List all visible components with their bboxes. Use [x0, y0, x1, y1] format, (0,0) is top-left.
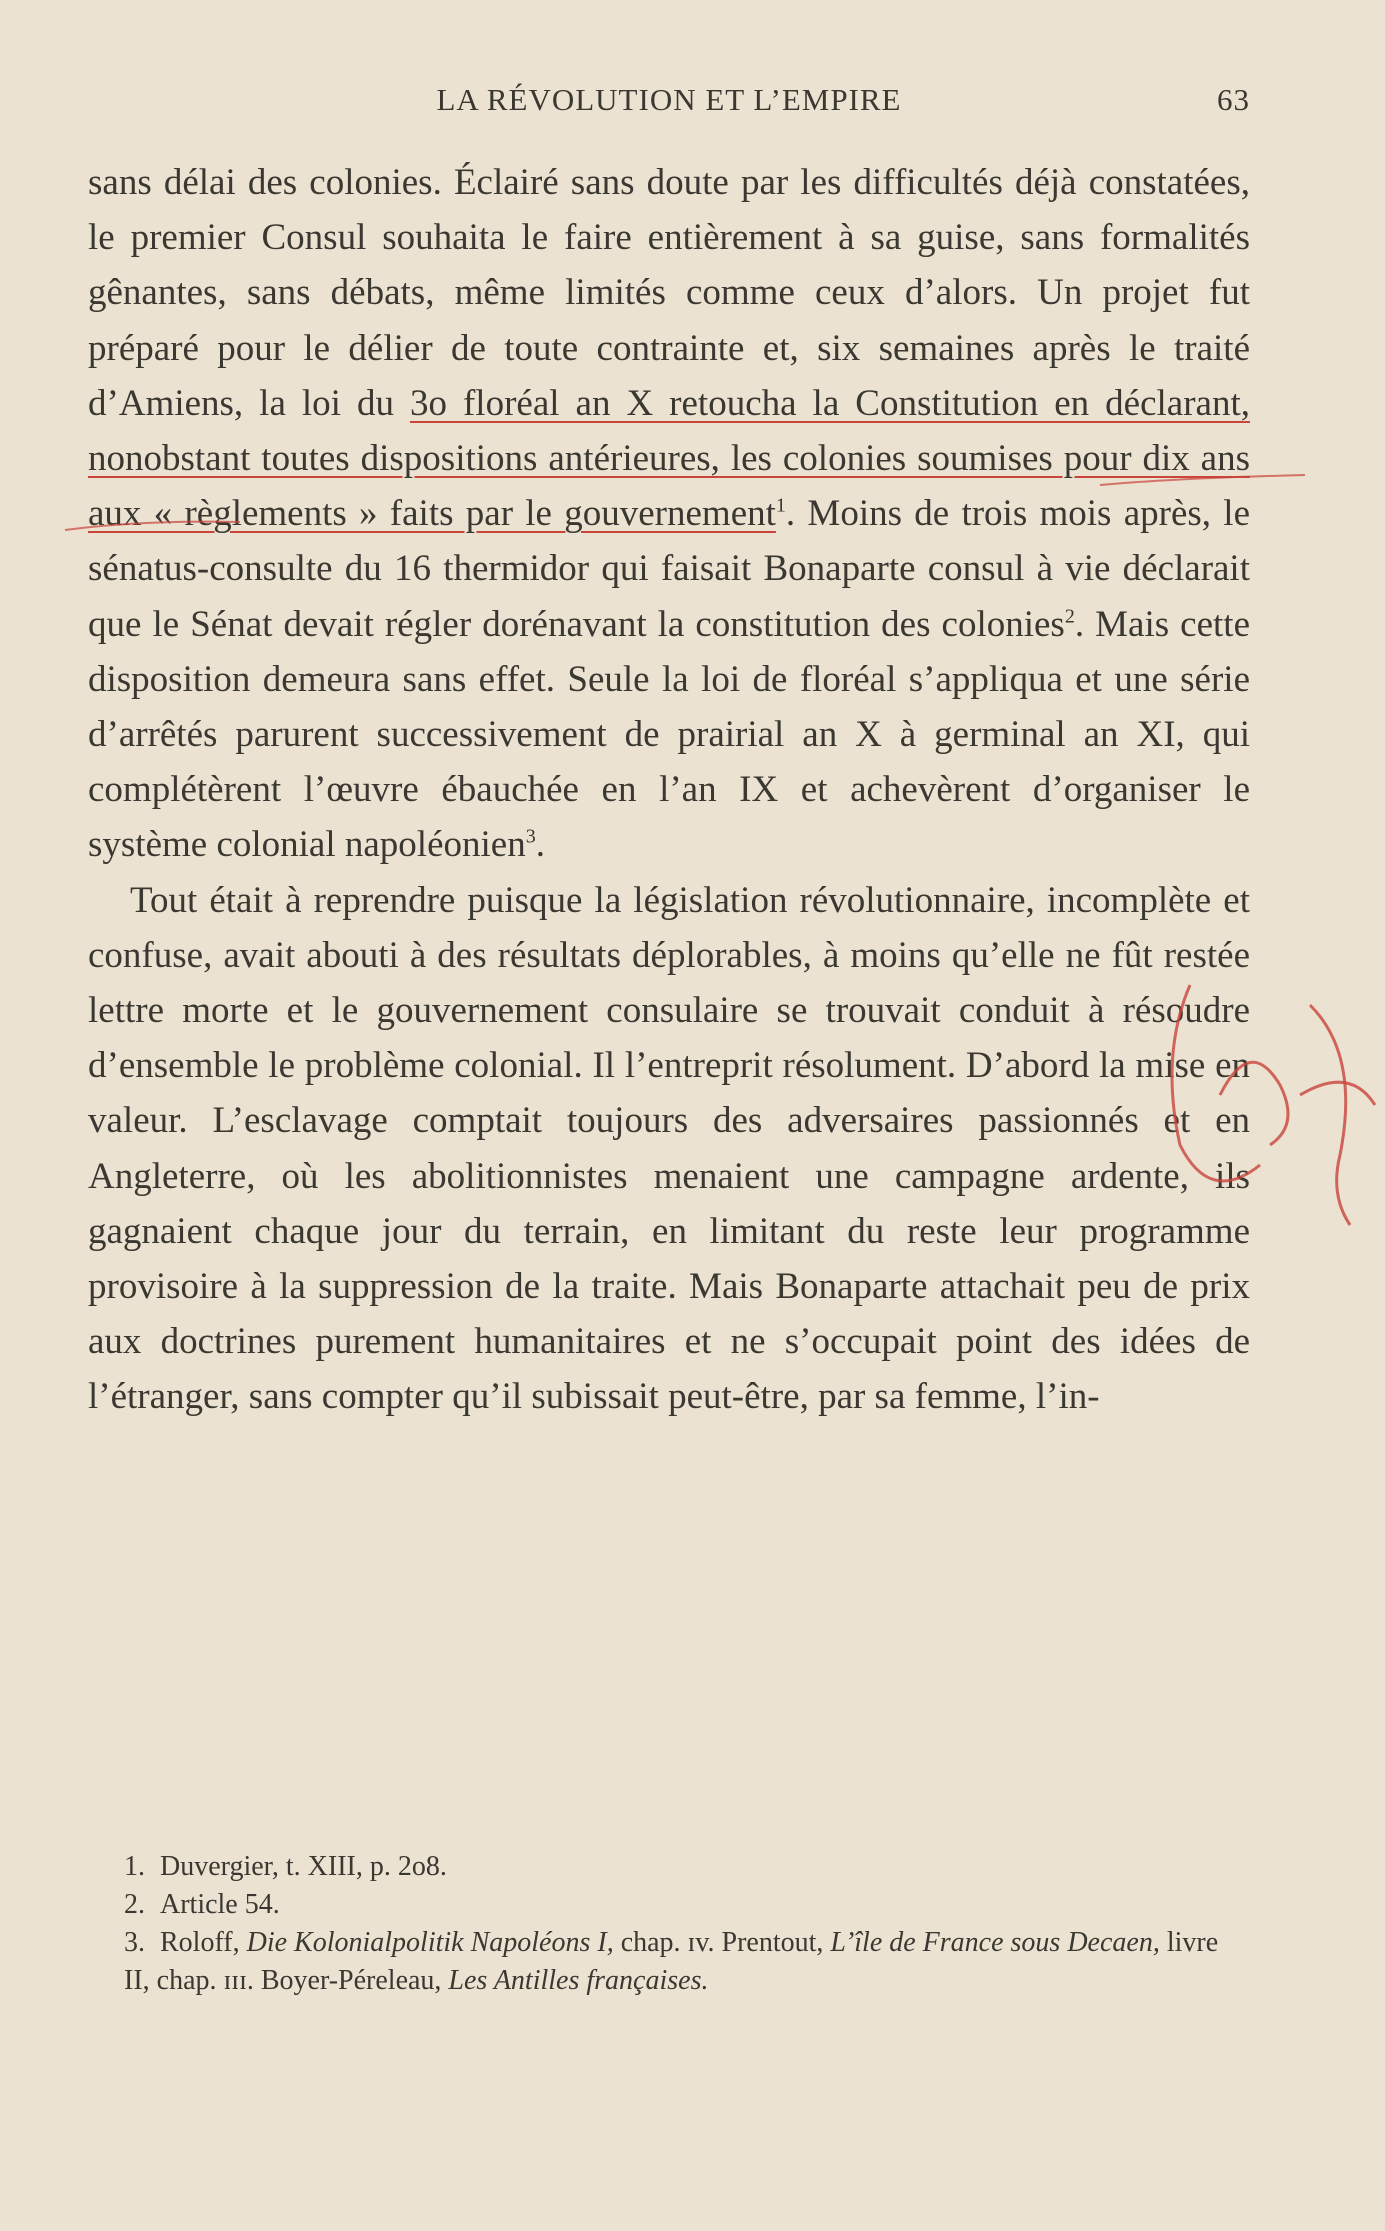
footnote-ref-1: 1 — [775, 494, 786, 517]
footnote-3-title-3: Les Antilles françaises. — [448, 1965, 709, 1996]
handwritten-margin-note — [1150, 975, 1380, 1235]
underlined-passage: 3o floréal an X retoucha la Constitution en déclarant, nonobstant toutes dispositions antérieures, les colonies soumises pour dix ans aux « règlements » faits par le gouvernement — [88, 382, 1250, 535]
paragraph-1-start: sans délai des colonies. Éclairé sans doute par les difficultés déjà constatées, le premier Consul souhaita le faire entièrement à sa guise, sans formalités gênantes, sans débats, même limités comme ceux d’alors. Un projet fut préparé pour le délier de toute contrainte et, six semaines après le traité d’Amiens, la loi du — [88, 162, 1250, 424]
footnote-ref-3: 3 — [525, 826, 536, 849]
page-number: 63 — [1217, 82, 1250, 117]
footnote-2-number: 2. — [124, 1889, 145, 1920]
footnotes — [88, 1848, 1250, 2000]
footnote-2 — [88, 1886, 1250, 1924]
main-text — [88, 155, 1250, 1425]
footnote-3-ref-1: chap. ɪv. Prentout, — [613, 1927, 831, 1958]
footnote-3-title-1: Die Kolonialpolitik Napoléons I, — [246, 1927, 614, 1958]
footnote-3-number: 3. — [124, 1927, 145, 1958]
running-header — [88, 82, 1250, 132]
footnote-3-ref-2: livre II, chap. ɪɪɪ. Boyer-Péreleau, — [124, 1927, 1219, 1996]
footnote-1-text: Duvergier, t. XIII, p. 2o8. — [160, 1851, 447, 1882]
footnote-3 — [88, 1924, 1250, 2000]
footnote-1-number: 1. — [124, 1851, 145, 1882]
footnote-ref-2: 2 — [1064, 605, 1075, 628]
red-pencil-strokes — [60, 460, 1320, 580]
footnote-2-text: Article 54. — [160, 1889, 280, 1920]
paragraph-2: Tout était à reprendre puisque la législation révolutionnaire, incomplète et confuse, avait abouti à des résultats déplorables, à moins qu’elle ne fût restée lettre morte et le gouvernement consulaire se trouvait conduit à résoudre d’ensemble le problème colonial. Il l’entreprit résolument. D’abord la mise en valeur. L’esclavage comptait toujours des adversaires passionnés et en Angleterre, où les abolitionnistes menaient une campagne ardente, ils gagnaient chaque jour du terrain, en limitant du reste leur programme provisoire à la suppression de la traite. Mais Bonaparte attachait peu de prix aux doctrines purement humanitaires et ne s’occupait point des idées de l’étranger, sans compter qu’il subissait peut-être, par sa femme, l’in- — [88, 879, 1250, 1418]
paragraph-1-after: . Mais cette disposition demeura sans effet. Seule la loi de floréal s’appliqua et une série d’arrêtés parurent successivement de prairial an X à germinal an XI, qui complétèrent l’œuvre ébauchée en l’an IX et achevèrent d’organiser le système colonial napoléonien — [88, 603, 1250, 866]
footnote-1 — [88, 1848, 1250, 1886]
paragraph-1-middle: . Moins de trois mois après, le sénatus-consulte du 16 thermidor qui faisait Bonaparte consul à vie déclarait que le Sénat devait régler dorénavant la constitution des colonies — [88, 493, 1250, 645]
footnote-3-title-2: L’île de France sous Decaen, — [830, 1927, 1160, 1958]
footnote-3-author: Roloff, — [160, 1927, 247, 1958]
paragraph-1-end: . — [535, 824, 545, 866]
running-title: LA RÉVOLUTION ET L’EMPIRE — [436, 82, 902, 117]
